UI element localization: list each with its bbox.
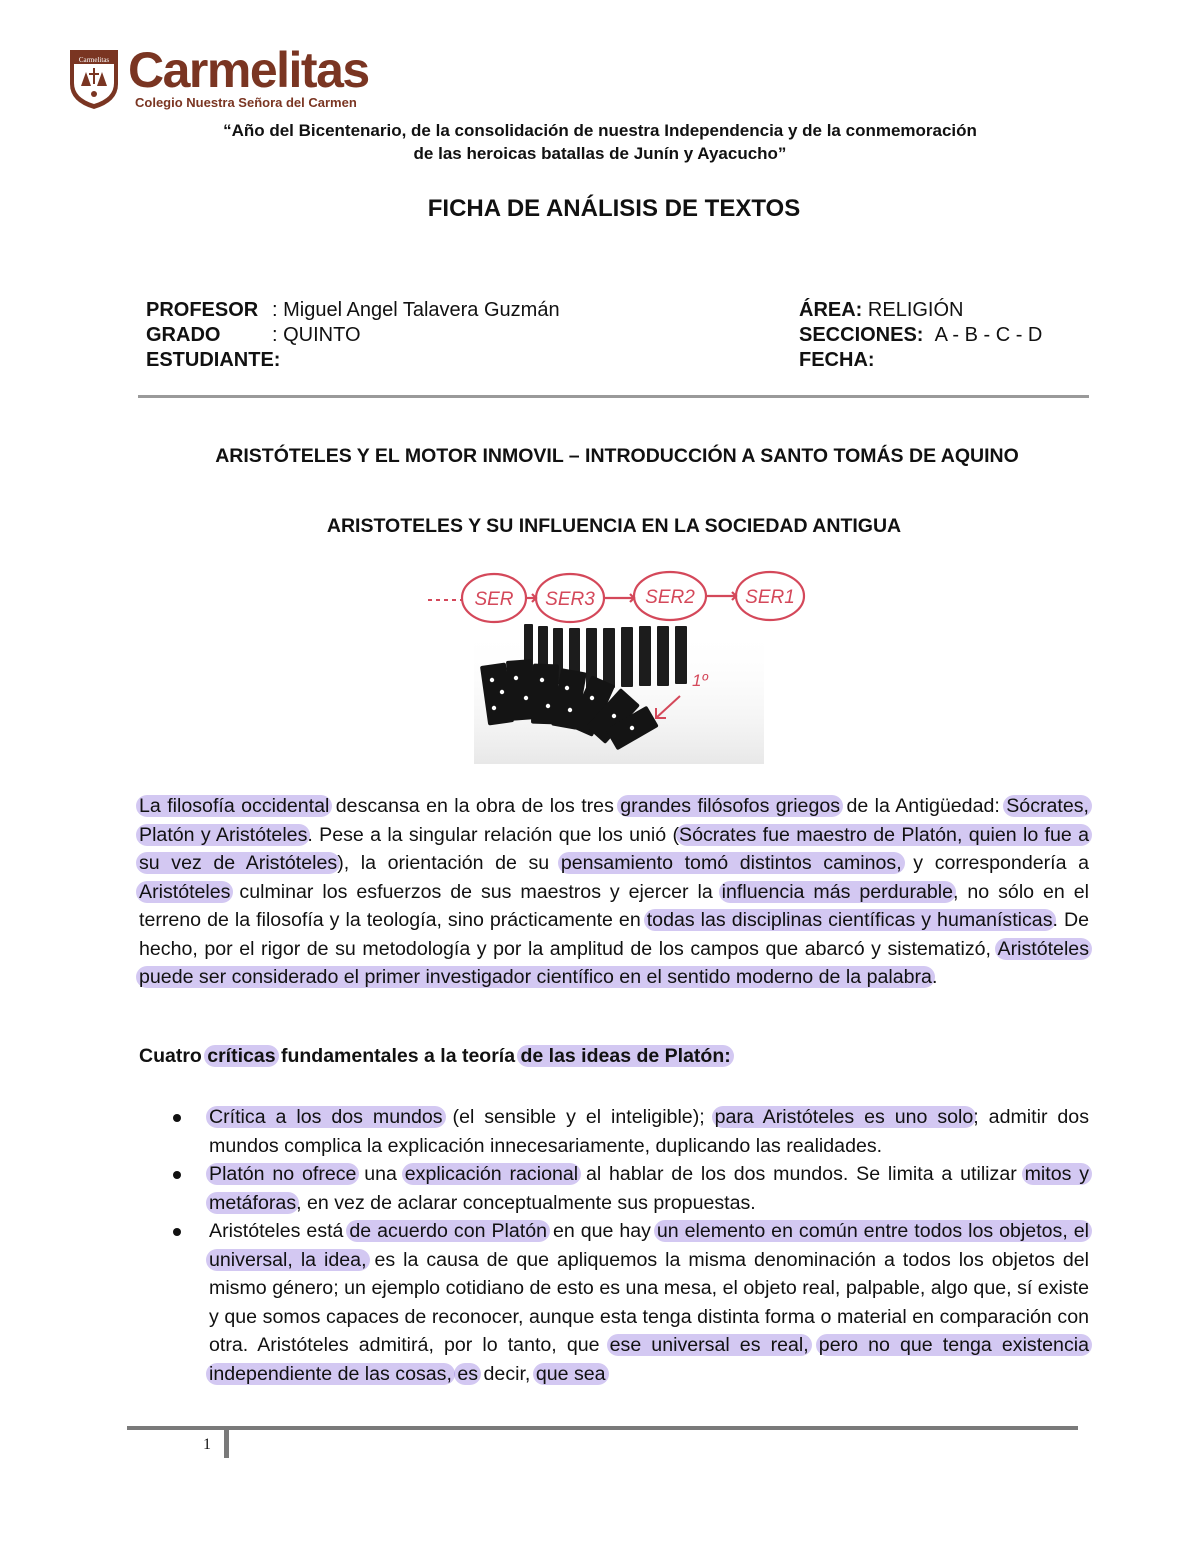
chain-label-4: SER1 bbox=[745, 587, 795, 608]
meta-right bbox=[799, 298, 1042, 373]
chain-label-1: SER bbox=[474, 589, 514, 610]
critiques-list bbox=[209, 1103, 1089, 1388]
chain-label-2: SER3 bbox=[545, 589, 595, 610]
list-item bbox=[209, 1160, 1089, 1217]
text-run: descansa en la obra de los tres bbox=[329, 795, 621, 817]
school-crest-icon bbox=[68, 46, 120, 110]
highlighted-text: es bbox=[454, 1363, 481, 1385]
area-value: RELIGIÓN bbox=[867, 299, 964, 321]
motto-line-1: “Año del Bicentenario, de la consolidación de nuestra Independencia y de la conmemoración bbox=[223, 121, 977, 140]
highlighted-text: Aristóteles puede ser considerado el primer investigador científico en el sentido moderno de la palabra bbox=[136, 938, 1092, 989]
bullet-icon bbox=[173, 1228, 181, 1236]
highlighted-text: un elemento en común entre todos los objetos, el universal, la idea, bbox=[206, 1220, 1092, 1271]
text-run: en que hay bbox=[547, 1220, 657, 1242]
secciones-row bbox=[799, 323, 1042, 348]
footer-divider bbox=[127, 1426, 1078, 1430]
estudiante-row bbox=[146, 348, 560, 373]
domino-chain-illustration bbox=[424, 568, 814, 764]
highlighted-text: de las ideas de Platón: bbox=[517, 1045, 733, 1067]
text-run: ), la orientación de su bbox=[337, 852, 561, 874]
highlighted-text: pensamiento tomó distintos caminos, bbox=[558, 852, 905, 874]
highlighted-text: que sea bbox=[533, 1363, 609, 1385]
svg-text:Carmelitas: Carmelitas bbox=[78, 56, 110, 64]
text-run: Cuatro bbox=[139, 1045, 208, 1067]
year-motto bbox=[0, 119, 1200, 165]
text-run: (el sensible y el inteligible); bbox=[442, 1106, 715, 1128]
highlighted-text: críticas bbox=[204, 1045, 278, 1067]
secciones-label: SECCIONES: bbox=[799, 324, 924, 346]
area-label: ÁREA: bbox=[799, 299, 863, 321]
highlighted-text: para Aristóteles es uno solo bbox=[712, 1106, 977, 1128]
text-run: decir, bbox=[478, 1362, 536, 1385]
section-heading: ARISTOTELES Y SU INFLUENCIA EN LA SOCIEDAD ANTIGUA bbox=[326, 515, 902, 537]
highlighted-text: grandes filósofos griegos bbox=[617, 795, 843, 817]
highlighted-text: de acuerdo con Platón bbox=[346, 1220, 550, 1242]
highlighted-text: mitos y metáforas bbox=[206, 1163, 1092, 1214]
intro-paragraph bbox=[139, 792, 1089, 992]
text-run: es la causa de que apliquemos la misma denominación a todos los objetos del mismo género; un ejemplo cotidiano de esto es una mesa, el objeto real, palpable, algo que, sí existe y que somos capaces de reconocer, aunque esta tenga distinta forma o material en comparación con otra. Aristóteles admitirá, por lo tanto, que bbox=[209, 1248, 1089, 1356]
area-row bbox=[799, 298, 1042, 323]
page-number: 1 bbox=[203, 1436, 211, 1453]
document-title: FICHA DE ANÁLISIS DE TEXTOS bbox=[427, 195, 801, 222]
grado-row bbox=[146, 323, 560, 348]
text-run: fundamentales a la teoría bbox=[275, 1045, 521, 1067]
text-run: culminar los esfuerzos de sus maestros y ejercer la bbox=[230, 880, 722, 903]
highlighted-text: Aristóteles bbox=[136, 881, 233, 903]
text-run: . Pese a la singular relación que los unió ( bbox=[307, 823, 679, 846]
text-run: , no sólo en el terreno de la filosofía y la teología, sino prácticamente en bbox=[139, 880, 1089, 931]
meta-left bbox=[146, 298, 560, 373]
critiques-heading bbox=[139, 1045, 731, 1068]
highlighted-text: explicación racional bbox=[402, 1163, 581, 1185]
text-run: , en vez de aclarar conceptualmente sus propuestas. bbox=[296, 1191, 756, 1214]
header-divider bbox=[138, 395, 1089, 398]
profesor-label: PROFESOR bbox=[146, 299, 259, 321]
highlighted-text: Sócrates, Platón y Aristóteles bbox=[136, 795, 1092, 846]
list-item bbox=[209, 1217, 1089, 1388]
text-run: . bbox=[931, 966, 938, 988]
grado-label: GRADO bbox=[146, 324, 221, 346]
profesor-value: : Miguel Angel Talavera Guzmán bbox=[272, 299, 560, 321]
secciones-value: A - B - C - D bbox=[934, 324, 1043, 346]
footer-bar bbox=[224, 1430, 229, 1458]
estudiante-label: ESTUDIANTE: bbox=[146, 349, 281, 371]
text-run: de la Antigüedad: bbox=[840, 795, 1007, 817]
list-item bbox=[209, 1103, 1089, 1160]
text-run: al hablar de los dos mundos. Se limita a utilizar bbox=[578, 1163, 1025, 1185]
bullet-icon bbox=[173, 1114, 181, 1122]
highlighted-text: ese universal es real, bbox=[607, 1334, 812, 1356]
fecha-row bbox=[799, 348, 1042, 373]
text-run: . De hecho, por el rigor de su metodología y por la amplitud de los campos que abarcó y sistematizó, bbox=[139, 909, 1089, 960]
text-run: una bbox=[356, 1163, 405, 1185]
text-run: Aristóteles está bbox=[209, 1220, 350, 1242]
highlighted-text: todas las disciplinas científicas y humanísticas bbox=[644, 909, 1056, 931]
motto-line-2: de las heroicas batallas de Junín y Ayacucho” bbox=[413, 144, 787, 163]
highlighted-text: influencia más perdurable bbox=[719, 881, 956, 903]
text-run: ; admitir dos mundos complica la explicación innecesariamente, duplicando las realidades. bbox=[209, 1106, 1089, 1157]
first-label: 1º bbox=[692, 671, 708, 690]
profesor-row bbox=[146, 298, 560, 323]
brand-subtitle: Colegio Nuestra Señora del Carmen bbox=[135, 95, 357, 110]
highlighted-text: pero no que tenga existencia independiente de las cosas, bbox=[206, 1334, 1092, 1385]
grado-value: : QUINTO bbox=[272, 324, 361, 346]
chain-label-3: SER2 bbox=[645, 587, 695, 608]
highlighted-text: Sócrates fue maestro de Platón, quien lo fue a su vez de Aristóteles bbox=[136, 824, 1092, 875]
highlighted-text: Crítica a los dos mundos bbox=[206, 1106, 446, 1128]
text-run: y correspondería a bbox=[901, 852, 1089, 874]
fecha-label: FECHA: bbox=[799, 349, 875, 371]
school-logo bbox=[68, 42, 388, 112]
highlighted-text: Platón no ofrece bbox=[206, 1163, 359, 1185]
highlighted-text: La filosofía occidental bbox=[136, 795, 332, 817]
main-heading: ARISTÓTELES Y EL MOTOR INMOVIL – INTRODUCCIÓN A SANTO TOMÁS DE AQUINO bbox=[215, 445, 1019, 467]
brand-name: Carmelitas bbox=[128, 42, 369, 98]
bullet-icon bbox=[173, 1171, 181, 1179]
